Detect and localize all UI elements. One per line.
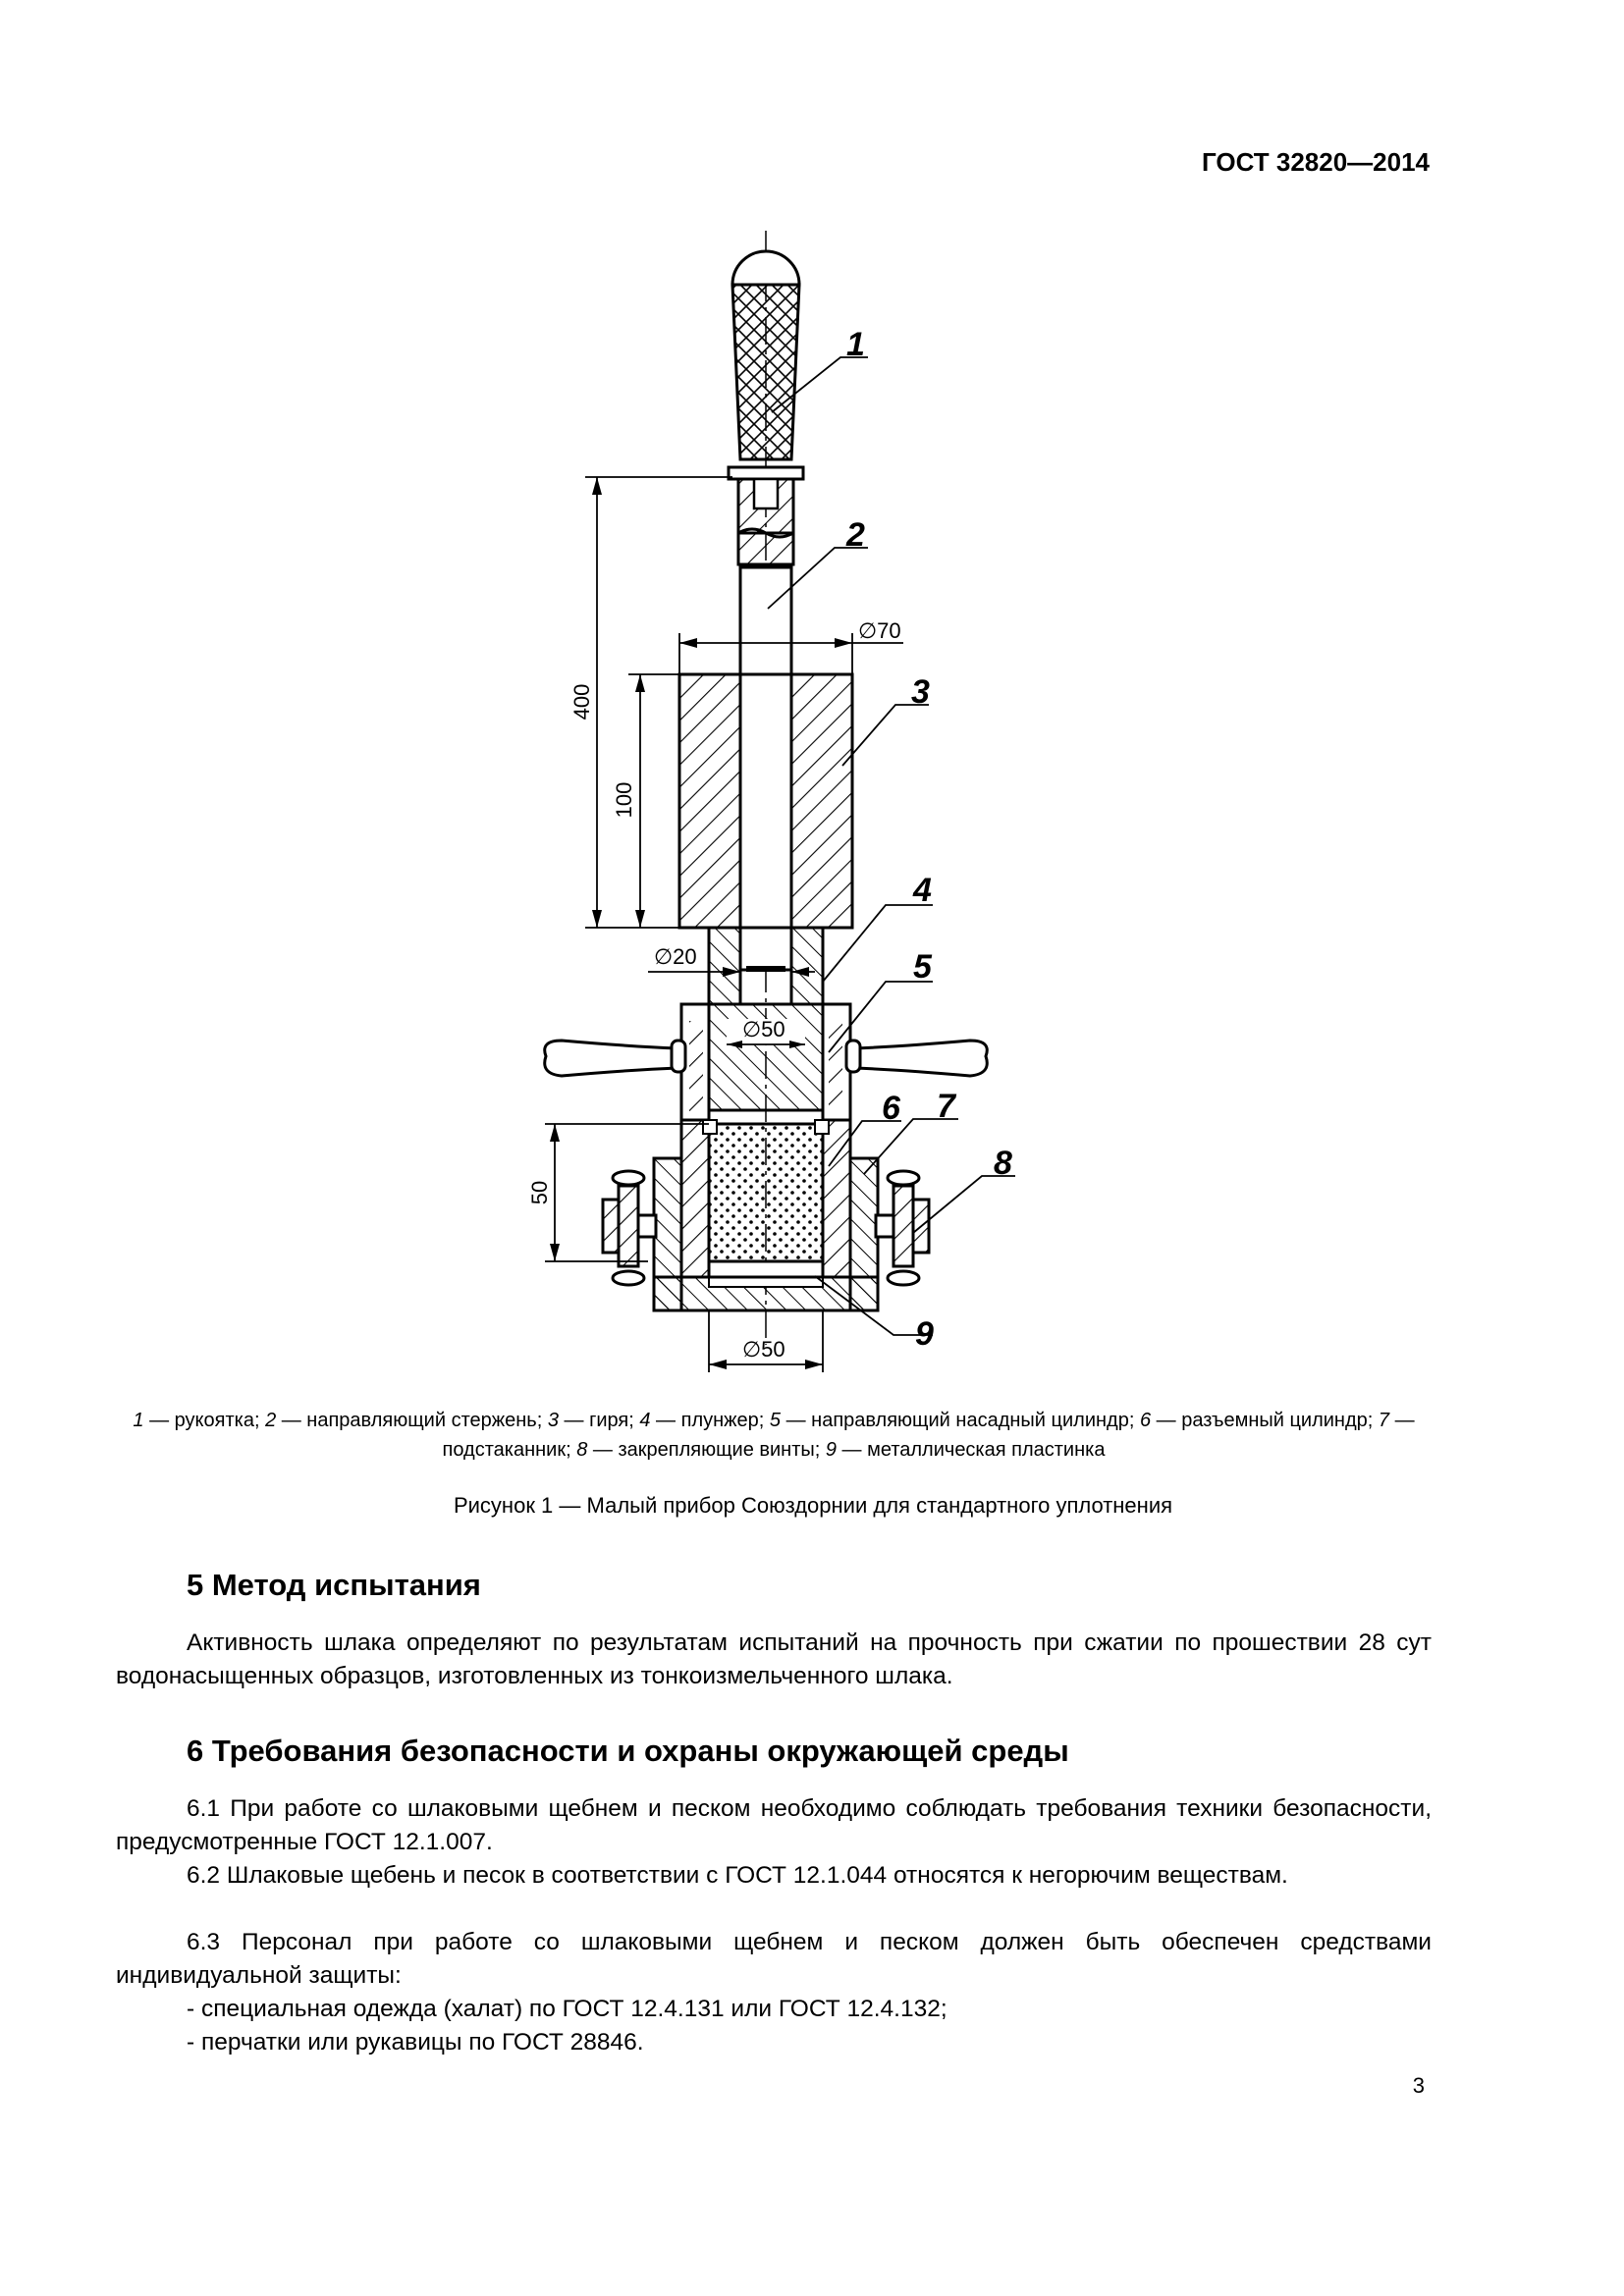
part-label-2: 2 [846, 516, 865, 554]
compaction-device-drawing [491, 226, 1041, 1384]
part-label-1: 1 [846, 326, 865, 363]
page-number: 3 [1412, 2073, 1425, 2098]
paragraph-6-2: 6.2 Шлаковые щебень и песок в соответствии с ГОСТ 12.1.044 относятся к негорючим веществам. [187, 1862, 1288, 1889]
paragraph-6-1: 6.1 При работе со шлаковыми щебнем и песком необходимо соблюдать требования техники безопасности, предусмотренные ГОСТ 12.1.007. [116, 1795, 1432, 1855]
legend-item-3: 3 — гиря; [547, 1410, 640, 1431]
dim-diameter-50-bottom: ∅50 [742, 1337, 785, 1362]
figure-caption: Рисунок 1 — Малый прибор Союздорнии для стандартного уплотнения [453, 1493, 1173, 1518]
legend-item-2: 2 — направляющий стержень; [265, 1410, 548, 1431]
guide-rod-part [740, 567, 791, 970]
legend-item-9: 9 — металлическая пластинка [825, 1439, 1106, 1461]
legend-item-1: 1 — рукоятка; [133, 1410, 266, 1431]
dim-diameter-20: ∅20 [654, 944, 697, 969]
part-label-4: 4 [913, 872, 932, 909]
dim-height-100: 100 [612, 781, 636, 819]
dim-height-400: 400 [569, 683, 594, 721]
bullet-clothing: - специальная одежда (халат) по ГОСТ 12.4.131 или ГОСТ 12.4.132; [187, 1996, 947, 2022]
dim-height-50: 50 [527, 1180, 552, 1205]
document-standard-header: ГОСТ 32820—2014 [1202, 147, 1430, 177]
part-label-7: 7 [937, 1088, 955, 1125]
section-6-heading: 6 Требования безопасности и охраны окружающей среды [187, 1734, 1069, 1768]
legend-item-5: 5 — направляющий насадный цилиндр; [769, 1410, 1140, 1431]
split-cylinder-part [681, 1120, 850, 1277]
part-label-5: 5 [913, 948, 932, 986]
section-5-heading: 5 Метод испытания [187, 1568, 481, 1602]
dim-diameter-50-top: ∅50 [742, 1017, 785, 1041]
paragraph-6-3: 6.3 Персонал при работе со шлаковыми щебнем и песком должен быть обеспечен средствами индивидуальной защиты: [116, 1929, 1432, 1989]
part-label-3: 3 [911, 673, 930, 711]
figure-legend [116, 1406, 1432, 1465]
legend-item-7: 7 — подстаканник; [442, 1410, 1415, 1461]
part-label-9: 9 [915, 1315, 934, 1353]
bullet-gloves: - перчатки или рукавицы по ГОСТ 28846. [187, 2029, 644, 2056]
handle-part [729, 251, 803, 564]
legend-item-6: 6 — разъемный цилиндр; [1139, 1410, 1379, 1431]
part-label-8: 8 [994, 1145, 1012, 1182]
legend-item-4: 4 — плунжер; [639, 1410, 770, 1431]
metal-plate-part [709, 1261, 823, 1277]
section-5-paragraph: Активность шлака определяют по результатам испытаний на прочность при сжатии по прошествии 28 сут водонасыщенных образцов, изготовленных из тонкоизмельченного шлака. [116, 1629, 1432, 1689]
dim-diameter-70: ∅70 [858, 618, 901, 643]
legend-item-8: 8 — закрепляющие винты; [576, 1439, 826, 1461]
part-label-6: 6 [882, 1090, 900, 1127]
